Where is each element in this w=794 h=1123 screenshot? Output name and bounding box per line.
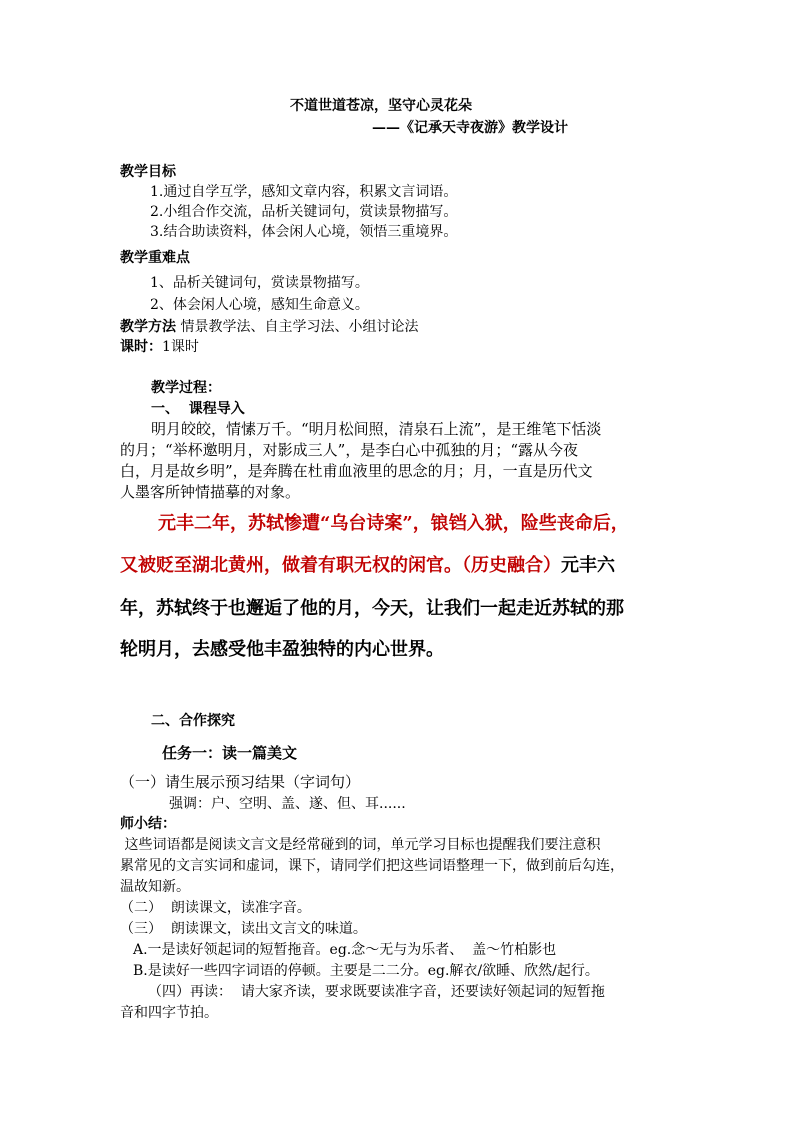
stress-line: 强调：户、空明、盖、遂、但、耳...... bbox=[169, 796, 406, 812]
hours-label: 课时： bbox=[120, 339, 162, 355]
method-label: 教学方法 bbox=[120, 319, 176, 335]
step-line: （四）再读： 请大家齐读，要求既要读准字音，还要读好领起词的短暂拖 bbox=[148, 984, 605, 1000]
process-heading: 教学过程： bbox=[151, 380, 221, 396]
keypoint-item: 1、品析关键词句，赏读景物描写。 bbox=[150, 275, 369, 291]
objective-item: 2.小组合作交流，品析关键词句，赏读景物描写。 bbox=[150, 204, 458, 220]
summary-line: 这些词语都是阅读文言文是经常碰到的词，单元学习目标也提醒我们要注意积 bbox=[120, 837, 601, 853]
teacher-summary-label: 师小结： bbox=[120, 816, 176, 832]
emphasis-line: 年，苏轼终于也邂逅了他的月，今天，让我们一起走近苏轼的那 bbox=[120, 598, 624, 619]
emphasis-black-text: 元丰六 bbox=[561, 555, 615, 576]
objective-item: 3.结合助读资料，体会闲人心境，领悟三重境界。 bbox=[150, 224, 458, 240]
summary-line: 温故知新。 bbox=[120, 879, 190, 895]
emphasis-line: 轮明月，去感受他丰盈独特的内心世界。 bbox=[120, 639, 444, 660]
point-line: A.一是读好领起词的短暂拖音。eg.念～无与为乐者、 盖～竹柏影也 bbox=[133, 942, 557, 958]
emphasis-line: 元丰二年，苏轼惨遭“乌台诗案”，锒铛入狱，险些丧命后， bbox=[158, 513, 629, 534]
section2-heading: 二、合作探究 bbox=[151, 713, 235, 729]
objective-item: 1.通过自学互学，感知文章内容，积累文言词语。 bbox=[150, 184, 458, 200]
summary-line: 累常见的文言实词和虚词，课下，请同学们把这些词语整理一下，做到前后勾连， bbox=[120, 858, 624, 874]
step-line: （三） 朗读课文，读出文言文的味道。 bbox=[120, 921, 367, 937]
step-line: （二） 朗读课文，读准字音。 bbox=[120, 900, 311, 916]
keypoints-heading: 教学重难点 bbox=[120, 250, 190, 266]
hours-text: 1课时 bbox=[162, 339, 199, 355]
method-line bbox=[120, 318, 418, 336]
intro-line: 的月；“举杯邀明月，对影成三人”，是李白心中孤独的月；“露从今夜 bbox=[120, 441, 579, 459]
section1-heading: 一、 课程导入 bbox=[151, 401, 245, 417]
keypoint-item: 2、体会闲人心境，感知生命意义。 bbox=[150, 297, 369, 313]
emphasis-red-text: 又被贬至湖北黄州，做着有职无权的闲官。（历史融合） bbox=[120, 555, 561, 576]
task-heading: 任务一：读一篇美文 bbox=[162, 744, 298, 762]
intro-line: 白，月是故乡明”，是奔腾在杜甫血液里的思念的月；月，一直是历代文 bbox=[120, 462, 593, 480]
emphasis-line bbox=[120, 553, 615, 579]
objectives-heading: 教学目标 bbox=[120, 164, 176, 180]
point-line: B.是读好一些四字词语的停顿。主要是二二分。eg.解衣/欲睡、欣然/起行。 bbox=[133, 963, 599, 979]
method-text: 情景教学法、自主学习法、小组讨论法 bbox=[180, 319, 419, 335]
doc-subtitle: ——《记承天寺夜游》教学设计 bbox=[372, 120, 568, 136]
intro-line: 人墨客所钟情描摹的对象。 bbox=[120, 483, 301, 501]
intro-line: 明月皎皎，情愫万千。“明月松间照，清泉石上流”，是王维笔下恬淡 bbox=[151, 420, 602, 438]
step-line: （一）请生展示预习结果（字词句） bbox=[120, 773, 361, 791]
step-line: 音和四字节拍。 bbox=[120, 1005, 218, 1021]
doc-title: 不道世道苍凉，坚守心灵花朵 bbox=[290, 98, 472, 114]
hours-line bbox=[120, 338, 199, 356]
